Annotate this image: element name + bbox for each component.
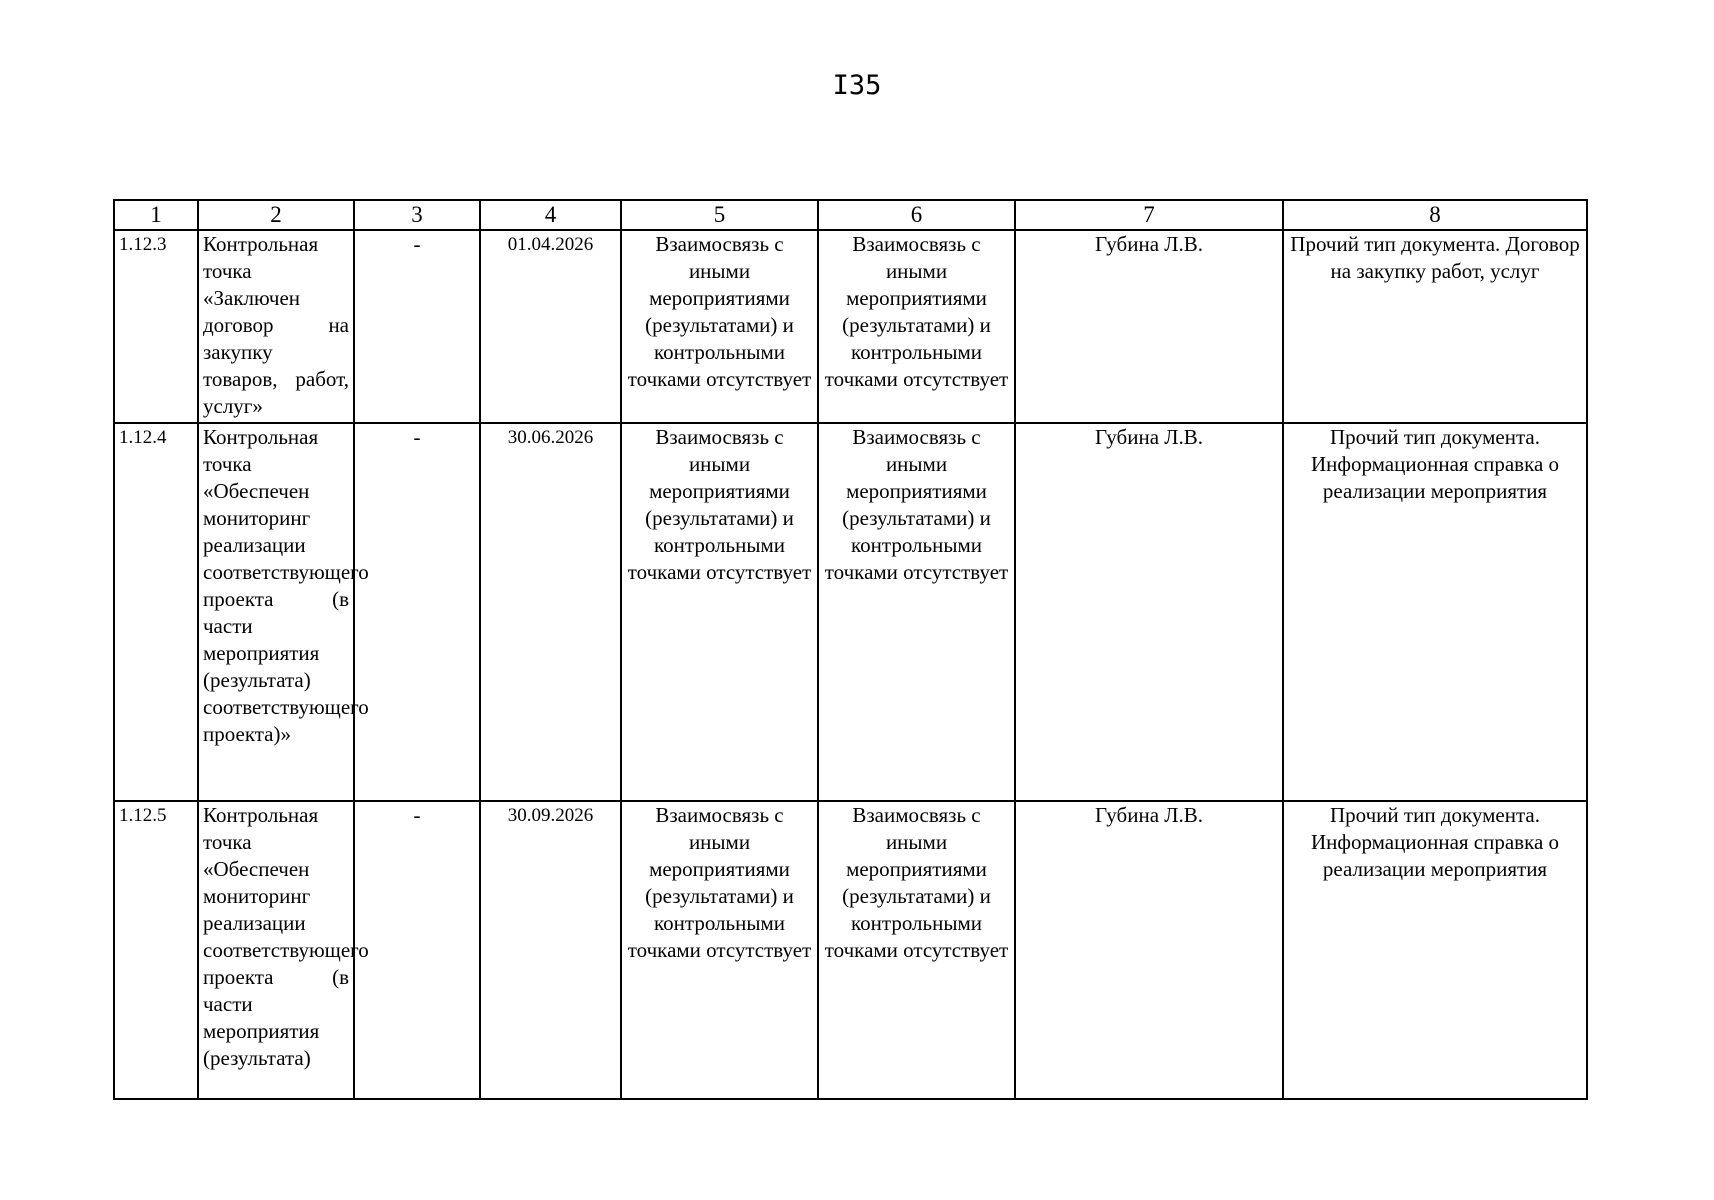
- predecessor-cell: -: [354, 423, 480, 801]
- responsible-person: Губина Л.В.: [1015, 423, 1283, 801]
- column-header-1: 1: [114, 200, 198, 230]
- document-type: Прочий тип документа. Информационная справка о реализации мероприятия: [1283, 801, 1587, 1099]
- control-points-table: [113, 199, 1588, 1100]
- table-row: [114, 230, 1587, 423]
- due-date: 30.06.2026: [480, 423, 621, 801]
- page-number: I35: [832, 70, 882, 101]
- control-point-name: Контрольная точка «Обеспечен мониторинг реализации соответствующего проекта (в части мероприятия (результата): [198, 801, 354, 1099]
- column-header-4: 4: [480, 200, 621, 230]
- control-point-name: Контрольная точка «Обеспечен мониторинг реализации соответствующего проекта (в части мероприятия (результата) соответствующего проекта)»: [198, 423, 354, 801]
- table-row: [114, 423, 1587, 801]
- control-point-name: Контрольная точка «Заключен договор на закупку товаров, работ, услуг»: [198, 230, 354, 423]
- relationship-cell: Взаимосвязь с иными мероприятиями (результатами) и контрольными точками отсутствует: [818, 801, 1015, 1099]
- column-header-3: 3: [354, 200, 480, 230]
- table-row: [114, 801, 1587, 1099]
- column-header-2: 2: [198, 200, 354, 230]
- document-type: Прочий тип документа. Информационная справка о реализации мероприятия: [1283, 423, 1587, 801]
- predecessor-cell: -: [354, 801, 480, 1099]
- column-header-7: 7: [1015, 200, 1283, 230]
- document-type: Прочий тип документа. Договор на закупку работ, услуг: [1283, 230, 1587, 423]
- responsible-person: Губина Л.В.: [1015, 230, 1283, 423]
- predecessor-cell: -: [354, 230, 480, 423]
- row-number: 1.12.5: [114, 801, 198, 1099]
- column-header-5: 5: [621, 200, 818, 230]
- row-number: 1.12.3: [114, 230, 198, 423]
- relationship-cell: Взаимосвязь с иными мероприятиями (результатами) и контрольными точками отсутствует: [621, 423, 818, 801]
- relationship-cell: Взаимосвязь с иными мероприятиями (результатами) и контрольными точками отсутствует: [818, 423, 1015, 801]
- responsible-person: Губина Л.В.: [1015, 801, 1283, 1099]
- due-date: 01.04.2026: [480, 230, 621, 423]
- due-date: 30.09.2026: [480, 801, 621, 1099]
- column-header-8: 8: [1283, 200, 1587, 230]
- relationship-cell: Взаимосвязь с иными мероприятиями (результатами) и контрольными точками отсутствует: [818, 230, 1015, 423]
- relationship-cell: Взаимосвязь с иными мероприятиями (результатами) и контрольными точками отсутствует: [621, 801, 818, 1099]
- relationship-cell: Взаимосвязь с иными мероприятиями (результатами) и контрольными точками отсутствует: [621, 230, 818, 423]
- header-row: [114, 200, 1587, 230]
- row-number: 1.12.4: [114, 423, 198, 801]
- column-header-6: 6: [818, 200, 1015, 230]
